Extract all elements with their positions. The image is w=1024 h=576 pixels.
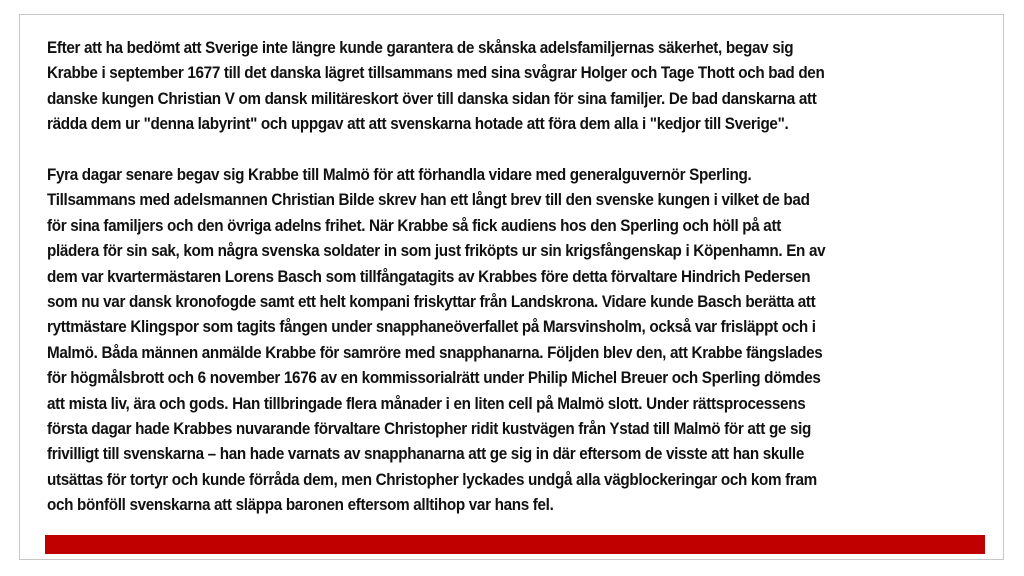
document-body <box>47 36 921 519</box>
paragraph-1: Efter att ha bedömt att Sverige inte längre kunde garantera de skånska adelsfamiljernas säkerhet, begav sig Krabbe i september 1677 till det danska lägret tillsammans med sina svågrar Holger och Tage Thott och bad den danske kungen Christian V om dansk militäreskort över till danska sidan för sina familjer. De bad danskarna att rädda dem ur "denna labyrint" och uppgav att att svenskarna hotade att föra dem alla i "kedjor till Sverige". <box>47 39 825 134</box>
accent-bar <box>45 535 985 554</box>
paragraph-2: Fyra dagar senare begav sig Krabbe till Malmö för att förhandla vidare med generalguvernör Sperling. Tillsammans med adelsmannen Christian Bilde skrev han ett långt brev till den svenske kungen i vilket de bad för sina familjers och den övriga adelns frihet. När Krabbe så fick audiens hos den Sperling och höll på att plädera för sin sak, kom några svenska soldater in som just friköpts ur sin krigsfångenskap i Köpenhamn. En av dem var kvartermästaren Lorens Basch som tillfångatagits av Krabbes före detta förvaltare Hindrich Pedersen som nu var dansk kronofogde samt ett helt kompani friskyttar från Landskrona. Vidare kunde Basch berätta att ryttmästare Klingspor som tagits fången under snapphaneöverfallet på Marsvinsholm, också var frisläppt och i Malmö. Båda männen anmälde Krabbe för samröre med snapphanarna. Följden blev den, att Krabbe fängslades för högmålsbrott och 6 november 1676 av en kommissorialrätt under Philip Michel Breuer och Sperling dömdes att mista liv, ära och gods. Han tillbringade flera månader i en liten cell på Malmö slott. Under rättsprocessens första dagar hade Krabbes nuvarande förvaltare Christopher ridit kustvägen från Ystad till Malmö för att ge sig frivilligt till svenskarna – han hade varnats av snapphanarna att ge sig in där eftersom de visste att han skulle utsättas för tortyr och kunde förråda dem, men Christopher lyckades undgå alla vägblockeringar och kom fram och bönföll svenskarna att släppa baronen eftersom alltihop var hans fel. <box>47 166 826 515</box>
